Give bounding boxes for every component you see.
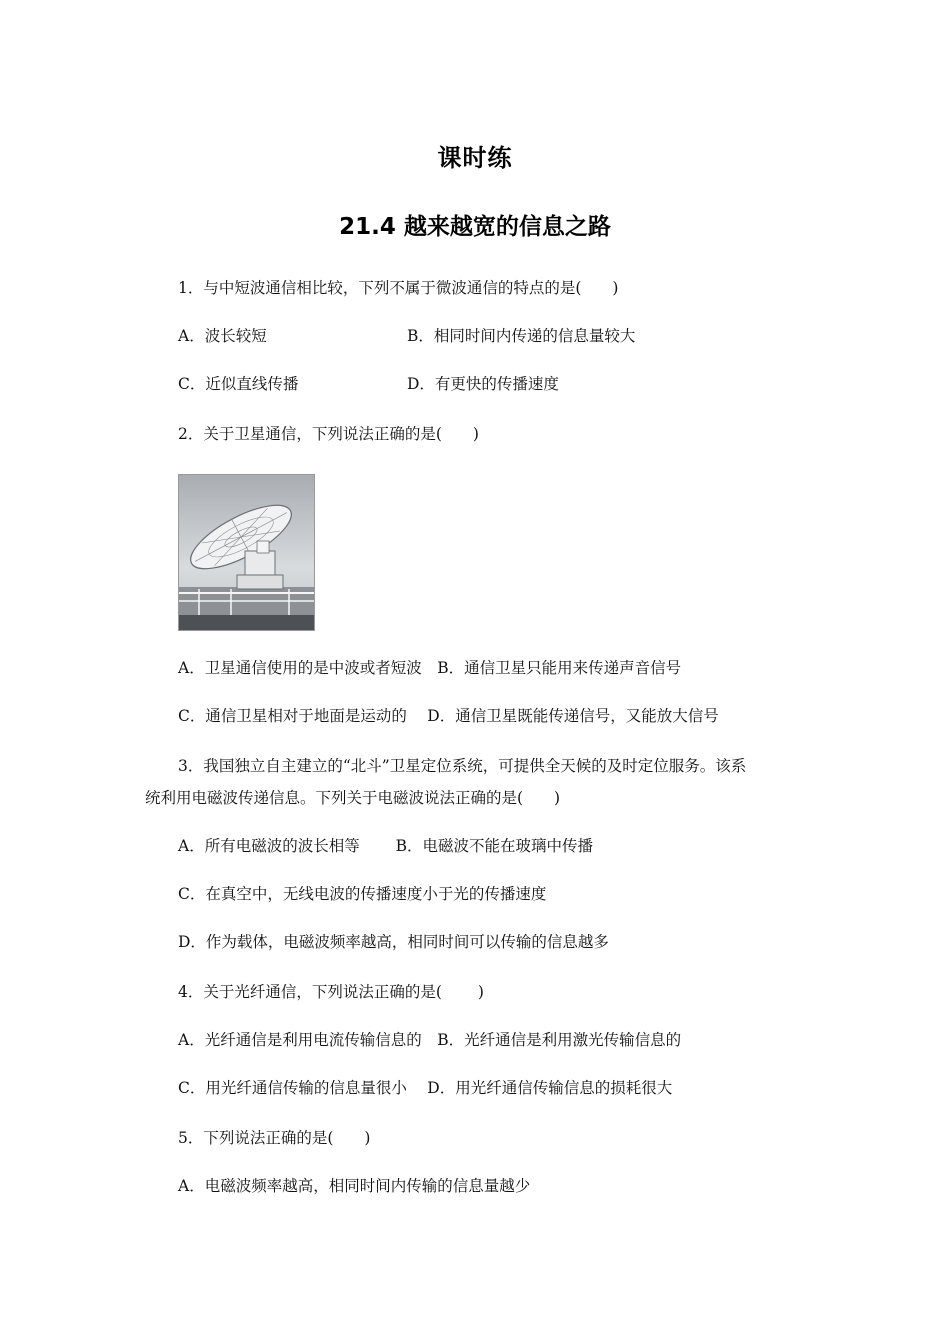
question-3-stem-line-1: 3．我国独立自主建立的“北斗”卫星定位系统，可提供全天候的及时定位服务。该系 [178,757,747,775]
question-5-option-a: A．电磁波频率越高，相同时间内传输的信息量越少 [178,1177,531,1195]
question-2-options-ab: A．卫星通信使用的是中波或者短波 B．通信卫星只能用来传递声音信号 [178,659,682,677]
section-title: 21.4 越来越宽的信息之路 [339,214,611,240]
question-4-options-cd: C．用光纤通信传输的信息量很小 D．用光纤通信传输信息的损耗很大 [178,1079,673,1097]
question-3-options-ab: A．所有电磁波的波长相等 B．电磁波不能在玻璃中传播 [178,837,594,855]
question-2-options-cd: C．通信卫星相对于地面是运动的 D．通信卫星既能传递信号，又能放大信号 [178,707,719,725]
question-3-option-c: C．在真空中，无线电波的传播速度小于光的传播速度 [178,885,547,903]
question-5-stem: 5．下列说法正确的是( ) [178,1129,371,1147]
page-title: 课时练 [437,144,513,172]
question-1-stem: 1．与中短波通信相比较，下列不属于微波通信的特点的是( ) [178,279,619,297]
question-4-stem: 4．关于光纤通信，下列说法正确的是( ) [178,983,484,1001]
question-3-stem-line-2: 统利用电磁波传递信息。下列关于电磁波说法正确的是( ) [145,789,561,807]
question-2-stem: 2．关于卫星通信，下列说法正确的是( ) [178,425,479,443]
question-4-options-ab: A．光纤通信是利用电流传输信息的 B．光纤通信是利用激光传输信息的 [178,1031,682,1049]
question-1-option-a: A．波长较短 [178,327,267,345]
satellite-dish-photo [178,474,315,631]
question-1-option-d: D．有更快的传播速度 [407,375,559,393]
question-3-option-d: D．作为载体，电磁波频率越高，相同时间可以传输的信息越多 [178,933,609,951]
question-1-option-c: C．近似直线传播 [178,375,299,393]
question-1-option-b: B．相同时间内传递的信息量较大 [407,327,636,345]
